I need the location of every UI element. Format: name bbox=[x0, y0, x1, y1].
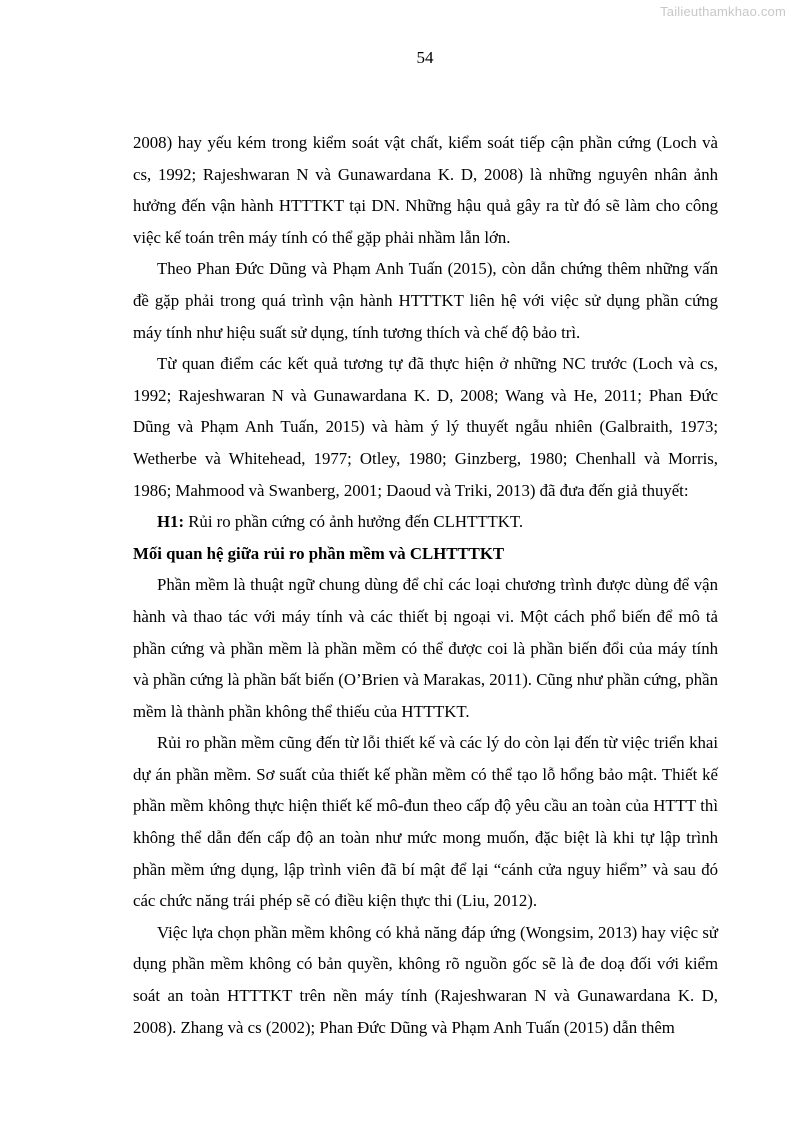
watermark: Tailieuthamkhao.com bbox=[660, 4, 786, 19]
paragraph: Theo Phan Đức Dũng và Phạm Anh Tuấn (2015), còn dẫn chứng thêm những vấn đề gặp phải trong quá trình vận hành HTTTKT liên hệ với việc sử dụng phần cứng máy tính như hiệu suất sử dụng, tính tương thích và chế độ bảo trì. bbox=[133, 259, 718, 342]
hypothesis-label: H1: bbox=[157, 512, 185, 532]
hypothesis-h1 bbox=[133, 506, 718, 538]
paragraph: Từ quan điểm các kết quả tương tự đã thực hiện ở những NC trước (Loch và cs, 1992; Rajeshwaran N và Gunawardana K. D, 2008; Wang và He, 2011; Phan Đức Dũng và Phạm Anh Tuấn, 2015) và hàm ý lý thuyết ngẫu nhiên (Galbraith, 1973; Wetherbe và Whitehead, 1977; Otley, 1980; Ginzberg, 1980; Chenhall và Morris, 1986; Mahmood và Swanberg, 2001; Daoud và Triki, 2013) đã đưa đến giả thuyết: bbox=[133, 354, 718, 500]
paragraph: Phần mềm là thuật ngữ chung dùng để chỉ các loại chương trình được dùng để vận hành và thao tác với máy tính và các thiết bị ngoại vi. Một cách phổ biến để mô tả phần cứng và phần mềm là phần mềm có thể được coi là phần biến đổi của máy tính và phần cứng là phần bất biến (O’Brien và Marakas, 2011). Cũng như phần cứng, phần mềm là thành phần không thể thiếu của HTTTKT. bbox=[133, 575, 718, 721]
section-heading: Mối quan hệ giữa rủi ro phần mềm và CLHTTTKT bbox=[133, 543, 505, 563]
hypothesis-text: Rủi ro phần cứng có ảnh hưởng đến CLHTTTKT. bbox=[184, 512, 524, 532]
document-body bbox=[133, 127, 718, 1043]
page-number: 54 bbox=[416, 48, 434, 67]
paragraph: Rủi ro phần mềm cũng đến từ lỗi thiết kế và các lý do còn lại đến từ việc triển khai dự án phần mềm. Sơ suất của thiết kế phần mềm có thể tạo lỗ hổng bảo mật. Thiết kế phần mềm không thực hiện thiết kế mô-đun theo cấp độ yêu cầu an toàn của HTTT thì không thể dẫn đến cấp độ an toàn như mức mong muốn, đặc biệt là khi tự lập trình phần mềm ứng dụng, lập trình viên đã bí mật để lại “cánh cửa nguy hiểm” và sau đó các chức năng trái phép sẽ có điều kiện thực thi (Liu, 2012). bbox=[133, 733, 718, 911]
paragraph: Việc lựa chọn phần mềm không có khả năng đáp ứng (Wongsim, 2013) hay việc sử dụng phần mềm không có bản quyền, không rõ nguồn gốc sẽ là đe doạ đối với kiểm soát an toàn HTTTKT trên nền máy tính (Rajeshwaran N và Gunawardana K. D, 2008). Zhang và cs (2002); Phan Đức Dũng và Phạm Anh Tuấn (2015) dẫn thêm bbox=[133, 922, 718, 1037]
paragraph-continuation: 2008) hay yếu kém trong kiểm soát vật chất, kiểm soát tiếp cận phần cứng (Loch và cs, 1992; Rajeshwaran N và Gunawardana K. D, 2008) là những nguyên nhân ảnh hưởng đến vận hành HTTTKT tại DN. Những hậu quả gây ra từ đó sẽ làm cho công việc kế toán trên máy tính có thể gặp phải nhầm lẫn lớn. bbox=[133, 133, 718, 247]
